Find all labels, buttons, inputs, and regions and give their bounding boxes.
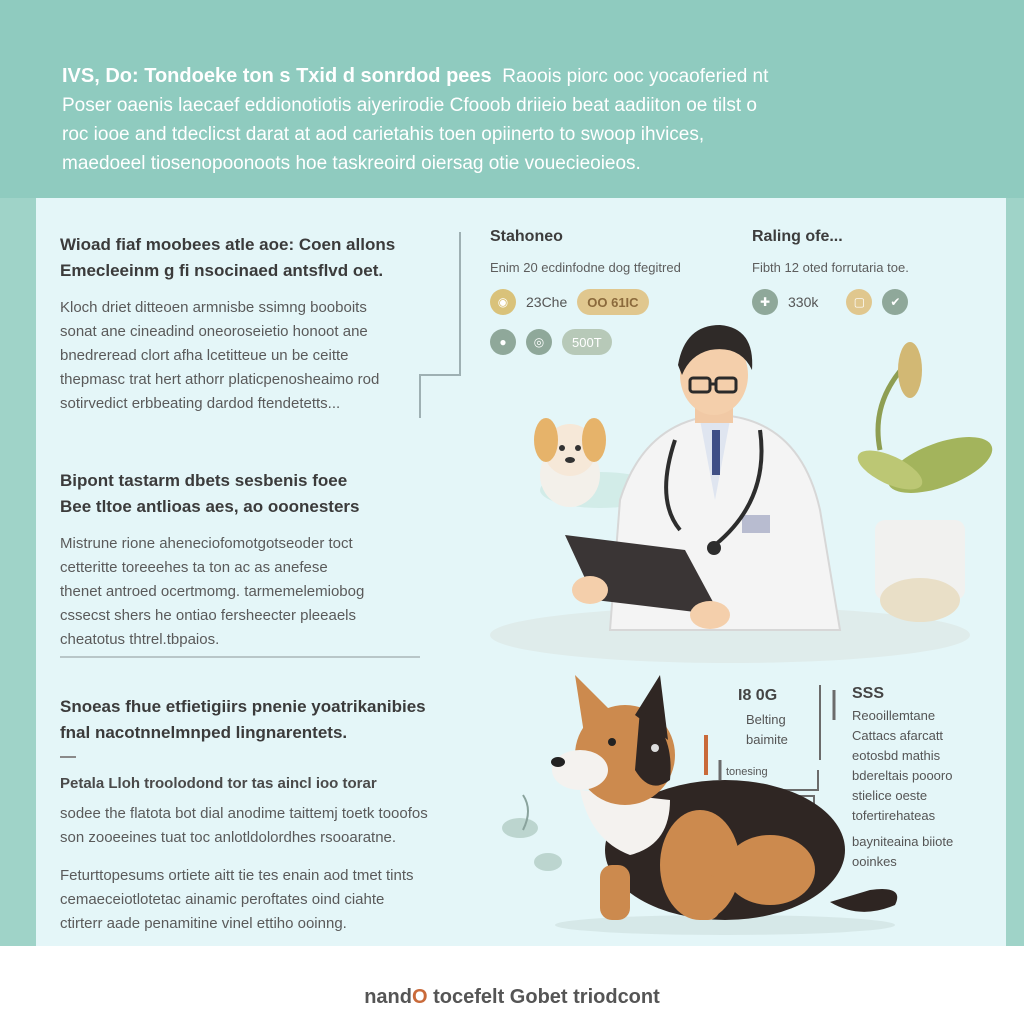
annotation-a3: baimite [746, 732, 788, 747]
stat-coin-icon: ◉ [490, 289, 516, 315]
annotation-a2: Belting [746, 712, 786, 727]
annotation-b-title: SSS [852, 685, 885, 702]
header-line-2: Poser oaenis laecaef eddionotiotis aiyerirodie Cfooob driieio beat aadiiton oe tilst o [62, 95, 757, 116]
stats-2-value: 330k [788, 294, 819, 310]
header-line-3: roc iooe and tdeclicst darat at aod carietahis toen opiinerto to swoop ihvices, [62, 124, 705, 145]
stat-leaf-icon: ● [490, 329, 516, 355]
section-3-title-2: fnal nacotnnelmnped lingnarentets. [60, 723, 348, 742]
section-2-title-1: Bipont tastarm dbets sesbenis foee [60, 471, 348, 490]
section-3 [60, 694, 480, 936]
section-2-title-2: Bee tltoe antlioas aes, ao ooonesters [60, 497, 360, 516]
footer-brand: nandO tocefelt Gobet triodcont [364, 986, 660, 1008]
header-line-4: maedoeel tiosenopoonoots hoe taskreoird oiersag otie vouecieoieos. [62, 153, 641, 174]
section-2 [60, 468, 460, 652]
stats-1-value: 23Che [526, 294, 568, 310]
section-3-body: sodee the flatota bot dial anodime taittemj toetk tooofos son zooeeines tuat toc anlotldolordhes rsooaratne. Feturttopesums ortiete aitt tie tes enain aod tmet tints cemaeceiotlotetac ainamic peroftates oind ciahte ctirterr aade penamitine vinel ettiho ooinng. [60, 805, 428, 932]
stats-2-subtitle: Fibth 12 oted forrutaria toe. [752, 260, 909, 275]
stat-circle-icon: ◎ [526, 329, 552, 355]
stats-1-badge: OO 61IC [577, 289, 648, 315]
annotation-a1: I8 0G [738, 687, 778, 704]
stat-square-icon: ▢ [846, 289, 872, 315]
footer-logo-o: O [412, 986, 428, 1008]
stats-1-subtitle: Enim 20 ecdinfodne dog tfegitred [490, 260, 681, 275]
headline-tail: Raoois piorc ooc yocaoferied nt [502, 66, 769, 87]
stat-plus-icon: ✚ [752, 289, 778, 315]
section-1-title-2: Emecleeinm g fi nsocinaed antsflvd oet. [60, 261, 384, 280]
section-2-body: Mistrune rione aheneciofomotgotseoder toct cetteritte toreeehes ta ton ac as anefese thenet antroed ocertmomg. tarmemelemiobog cssecst shers he ontiao fersheecter pleeaels cheatotus thtrel.tbpaios. [60, 535, 365, 648]
headline: IVS, Do: Tondoeke ton s Txid d sonrdod pees [62, 65, 492, 87]
vet-illustration [470, 300, 1010, 680]
section-1 [60, 232, 460, 416]
section-3-sub: Petala Lloh troolodond tor tas aincl ioo torar [60, 775, 377, 792]
section-3-title-1: Snoeas fhue etfietigiirs pnenie yoatrikanibies [60, 697, 426, 716]
stats-1-pill: 500T [562, 329, 612, 355]
section-1-body: Kloch driet ditteoen armnisbe ssimng booboits sonat ane cineadind oneoroseietio honoot ane bnedreread clort afha lcetitteue un be ceitte thepmasc trat hert athorr platicpenosheaimo rod sotirvedict erbbeating dardod ftendetetts... [60, 299, 380, 412]
footer [0, 946, 1024, 1024]
section-1-title-1: Wioad fiaf moobees atle aoe: Coen allons [60, 235, 396, 254]
annotation-a4: tonesing [726, 766, 768, 778]
stats-2-title: Raling ofe... [752, 228, 843, 245]
annotation-b-lines: Reooillemtane Cattacs afarcatt eotosbd mathis bdereltais poooro stielice oeste tofertirehateas bayniteaina biiote ooinkes [852, 708, 954, 869]
stats-1-title: Stahoneo [490, 228, 563, 245]
stat-check-icon: ✔ [882, 289, 908, 315]
plant-decoration [488, 780, 568, 890]
